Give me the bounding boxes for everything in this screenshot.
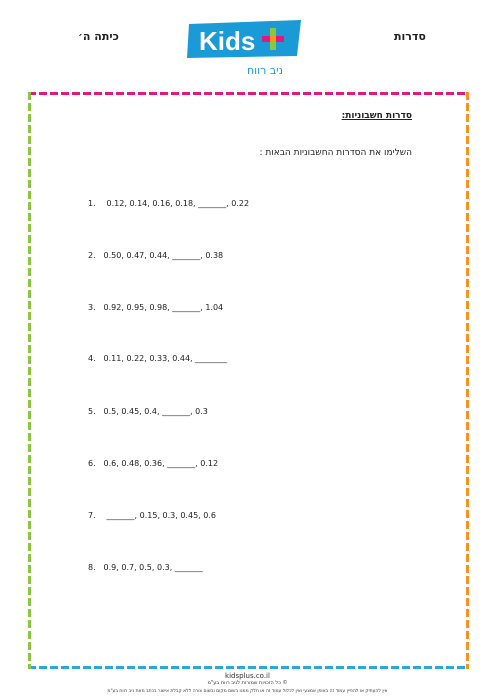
exercise-text: 0.50, 0.47, 0.44, _______, 0.38: [103, 251, 224, 260]
exercise-number: 3.: [88, 303, 96, 312]
page-title: סדרות: [394, 30, 426, 43]
exercise-text: 0.11, 0.22, 0.33, 0.44, ________: [103, 354, 228, 363]
exercise-number: 6.: [88, 459, 96, 468]
exercise-5: [88, 407, 208, 416]
exercise-1: [88, 199, 249, 208]
exercise-text: 0.9, 0.7, 0.5, 0.3, _______: [103, 563, 203, 572]
exercise-number: 1.: [88, 199, 96, 208]
border-top: [28, 92, 468, 95]
footer-copyright: © כל הזכויות שמורות לניב רווח בע"מ: [207, 680, 288, 686]
exercise-text: 0.6, 0.48, 0.36, _______, 0.12: [103, 459, 219, 468]
exercise-number: 2.: [88, 251, 96, 260]
instruction: השלימו את הסדרות החשבוניות הבאות :: [259, 148, 412, 158]
exercise-8: [88, 563, 203, 572]
exercise-number: 7.: [88, 511, 96, 520]
exercise-number: 5.: [88, 407, 96, 416]
logo-brand: Kids: [199, 26, 256, 56]
border-left: [28, 92, 31, 669]
exercise-text: 0.92, 0.95, 0.98, _______, 1.04: [103, 303, 224, 312]
footer-legal: אין להעתיק או להפיץ עמוד זה באופן אמצעי ואין לכלול עמוד זה או חלק ממנו בשום מקום ובשום צורה ללא קבלת אישור בכתב מאת ניב רווח בע"מ: [107, 689, 388, 694]
exercise-6: [88, 459, 218, 468]
exercise-text: 0.12, 0.14, 0.16, 0.18, _______, 0.22: [106, 199, 250, 208]
exercise-3: [88, 303, 223, 312]
border-right: [466, 92, 469, 669]
exercise-2: [88, 251, 223, 260]
exercise-text: _______, 0.15, 0.3, 0.45, 0.6: [106, 511, 216, 520]
exercise-text: 0.5, 0.45, 0.4, _______, 0.3: [103, 407, 208, 416]
logo-subtitle: ניב רווח: [246, 64, 284, 77]
kids-plus-logo: [185, 18, 310, 78]
exercise-number: 8.: [88, 563, 96, 572]
exercise-7: [88, 511, 216, 520]
class-label: כיתה ה׳: [78, 30, 119, 43]
footer-site: kidsplus.co.il: [225, 672, 270, 680]
section-title: סדרות חשבוניות:: [341, 111, 412, 121]
border-bottom: [28, 666, 468, 669]
exercise-number: 4.: [88, 354, 96, 363]
exercise-4: [88, 354, 227, 363]
